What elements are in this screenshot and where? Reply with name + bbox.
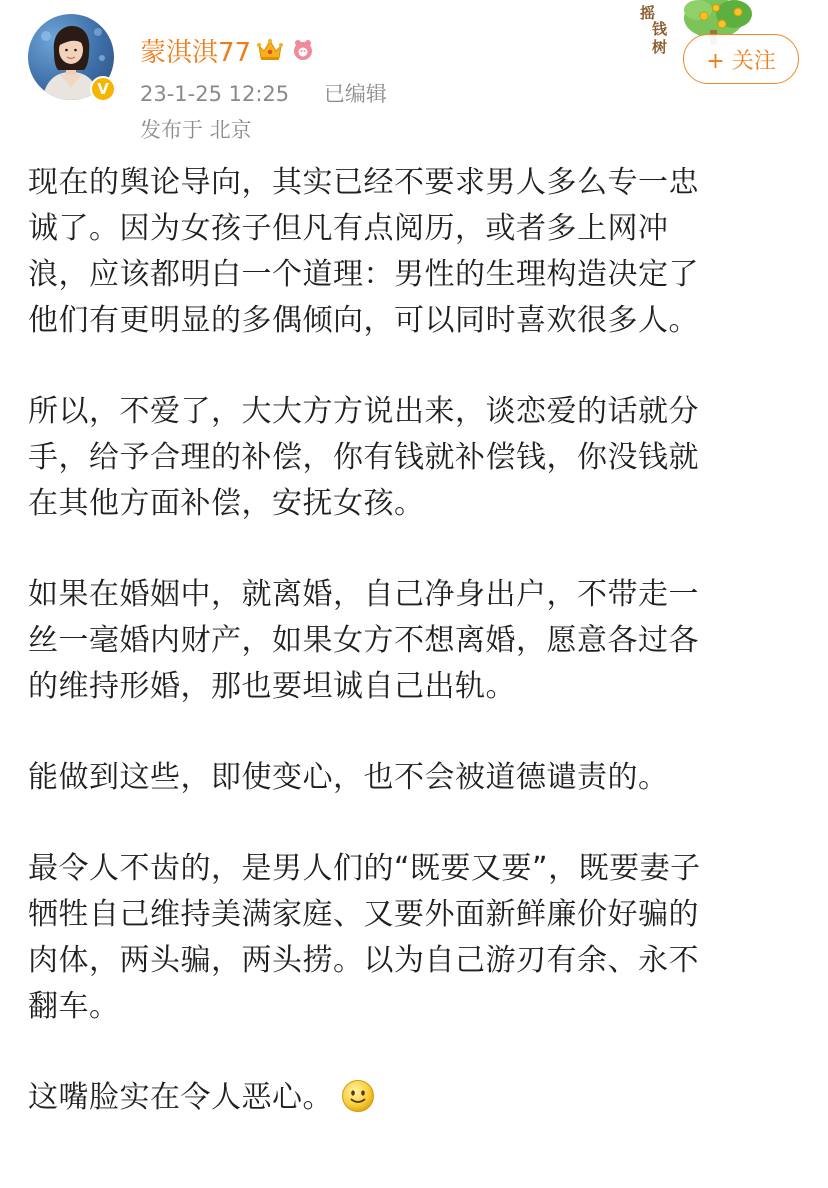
text-line: 在其他方面补偿，安抚女孩。 [28, 486, 425, 521]
text-line: 浪，应该都明白一个道理：男性的生理构造决定了 [28, 257, 699, 292]
badge-char-1: 摇 [640, 4, 656, 22]
avatar[interactable] [28, 14, 114, 100]
paragraph-3 [28, 572, 800, 710]
verified-badge-icon: V [90, 76, 116, 102]
text-line: 如果在婚姻中，就离婚，自己净身出户，不带走一 [28, 577, 699, 612]
smile-icon [341, 1079, 375, 1113]
text-line: 牺牲自己维持美满家庭、又要外面新鲜廉价好骗的 [28, 897, 699, 932]
text-line-with-emoji [28, 1075, 800, 1121]
post-timestamp: 23-1-25 12:25 [140, 82, 290, 106]
vip-icon [291, 38, 315, 62]
text-line: 他们有更明显的多偶倾向，可以同时喜欢很多人。 [28, 303, 699, 338]
text-line: 所以，不爱了，大大方方说出来，谈恋爱的话就分 [28, 394, 699, 429]
text-line: 这嘴脸实在令人恶心。 [28, 1080, 333, 1115]
post-header [0, 0, 828, 150]
badge-char-2: 钱 [652, 20, 668, 38]
post-location: 发布于 北京 [140, 118, 252, 142]
text-line: 的维持形婚，那也要坦诚自己出轨。 [28, 669, 516, 704]
paragraph-6 [28, 1075, 800, 1121]
author-username[interactable]: 蒙淇淇77 [140, 37, 252, 68]
badge-char-3: 树 [652, 38, 668, 56]
follow-button[interactable]: + 关注 [683, 34, 799, 84]
author-name-row [140, 32, 315, 68]
text-line: 翻车。 [28, 989, 120, 1024]
edited-label[interactable]: 已编辑 [323, 82, 387, 106]
text-line: 手，给予合理的补偿，你有钱就补偿钱，你没钱就 [28, 440, 699, 475]
paragraph-1 [28, 160, 800, 344]
post-body [28, 160, 800, 1166]
text-line: 丝一毫婚内财产，如果女方不想离婚，愿意各过各 [28, 623, 699, 658]
paragraph-4 [28, 755, 800, 801]
text-line: 诚了。因为女孩子但凡有点阅历，或者多上网冲 [28, 211, 669, 246]
post-meta [140, 78, 387, 108]
paragraph-2 [28, 389, 800, 527]
text-line: 最令人不齿的，是男人们的“既要又要”，既要妻子 [28, 851, 701, 886]
crown-icon [257, 38, 283, 62]
text-line: 现在的舆论导向，其实已经不要求男人多么专一忠 [28, 165, 699, 200]
text-line: 肉体，两头骗，两头捞。以为自己游刃有余、永不 [28, 943, 699, 978]
text-line: 能做到这些，即使变心，也不会被道德谴责的。 [28, 760, 669, 795]
paragraph-5 [28, 846, 800, 1030]
